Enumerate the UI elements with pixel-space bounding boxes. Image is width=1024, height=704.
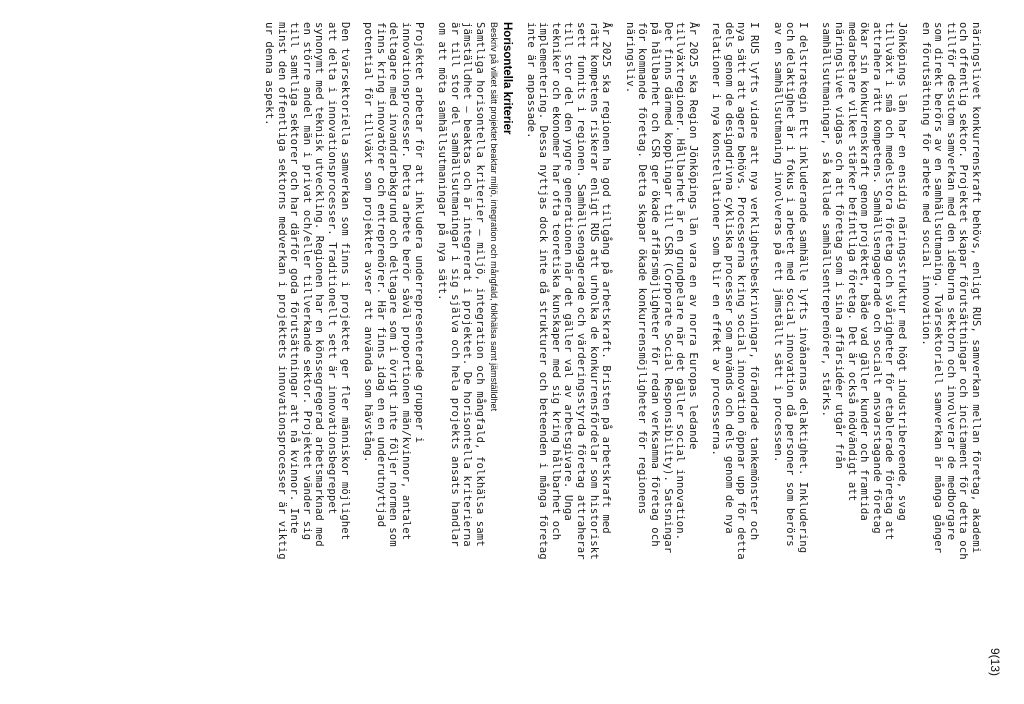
- section-paragraph: Projektet arbetar för att inkludera underrepresenterade grupper i innovationsprocesser. Detta arbete berör såväl proportionen män/kvinnor, antalet deltagare med invandrarbakgrund och deltagare som i övrigt inte följer normen som finns kring innovatörer och entreprenörer. Här finns idag en en underutnyttjad potential för tillväxt som projektet avser att använda som hävstång.: [362, 22, 425, 547]
- body-paragraph: I RUS lyfts vidare att nya verklighetsbeskrivningar, förändrade tankemönster och nya sätt att agera behövs. Processerna kring social innovation öppnar upp för detta dels genom de designdrivna cykliska processer som används och dels genom de nya relationer i nya konstellationer som blir en effekt av processerna.: [710, 22, 761, 560]
- document-body: [252, 22, 983, 672]
- body-paragraph: År 2025 ska Region Jönköpings län vara en av norra Europas ledande tillväxtregioner. Hållbarhet är en grundpelare när det gäller social innovation. Det finns därmed kopplingar till CSR (Corporate Social Responsibility). Satsningar på hållbarhet och CSR ger ökade affärsmöjligheter för redan verksamma företag och för kommande företag. Detta skapar ökade konkurrensmöjligheter för regionens näringsliv.: [623, 22, 699, 554]
- section-paragraph: Samtliga horisontella kriterier – miljö, integration och mångfald, folkhälsa samt jämställdhet – beaktas och är integrerat i projektet. De horisontella kriterierna är till stor del samhällsutmaningar i sig själva och hela projekts ansats handlar om att möta samhällsutmaningar på nya sätt.: [436, 22, 486, 547]
- section-instruction: Beskriv på vilket sätt projektet beaktar miljö, integration och mångfald, folkhälsa samt jämställdhet: [489, 22, 499, 412]
- page-number: 9(13): [988, 647, 1002, 676]
- body-paragraph: näringslivet konkurrenskraft behövs, enligt RUS, samverkan mellan företag, akademi och offentlig sektor. Projektet skapar förutsättningar och incitament för detta och tillför dessutom samverkan med den ideburna sektorn och involverar de medborgare som direkt berörs av en samhällsutmaning. Tvärsektoriell samverkan är många gånger en förutsättning för arbete med social innovation.: [919, 22, 982, 560]
- body-paragraph: År 2025 ska regionen ha god tillgång på arbetskraft. Bristen på arbetskraft med rätt kompetens riskerar enligt RUS att urholka de konkurrensfördelar som historiskt sett funnits i regionen. Samhällsengagerade och värderingsstyrda företag attraherar till stor del den yngre generationen när det gäller val av arbetsgivare. Unga tekniker och ekonomer har ofta teoretiska kunskaper med sig kring hållbarhet och implementering. Dessa nyttjas dock inte då strukturer och beteenden i många företag inte är anpassade.: [524, 22, 613, 560]
- section-paragraph: Den tvärsektoriella samverkan som finns i projektet ger fler människor möjlighet att delta i innovationsprocesser. Traditionellt sett är innovationsbegreppet synonymt med teknisk utveckling. Regionen har en könssegregerad arbetsmarknad med en större andel män i privat och/eller tillverkande sektor. Projektet vänder sig till samtliga sektorer och har därför goda förutsättningar att nå kvinnor. Inte minst den offentliga sektorns medverkan i projektets innovationsprocesser är viktig ur denna aspekt.: [263, 22, 351, 560]
- section-heading: Horisontella kriterier: [501, 22, 513, 135]
- body-paragraph: Jönköpings län har en ensidig näringsstruktur med högt industriberoende, svag tillväxt i små och medelstora företag och svårigheter för etablerade företag att attrahera rätt kompetens. Samhällsengagerade och socialt ansvarstagande företag ökar sin konkurrenskraft genom projektet, både vad gäller kunder och framtida medarbetare vilket stärker befintliga företag. Det är också nödvändigt att näringslivet vidgas och att företag som i sina affärsidéer utgår från samhällsutmaningar, så kallade samhällsentreprenörer, stärks.: [820, 22, 909, 541]
- body-paragraph: I delstrategin Ett inkluderande samhälle lyfts invånarnas delaktighet. Inkludering och delaktighet är i fokus i arbetet med social innovation då personer som berörs av en samhällsutmaning involveras på ett jämställt sätt i processen.: [771, 22, 809, 554]
